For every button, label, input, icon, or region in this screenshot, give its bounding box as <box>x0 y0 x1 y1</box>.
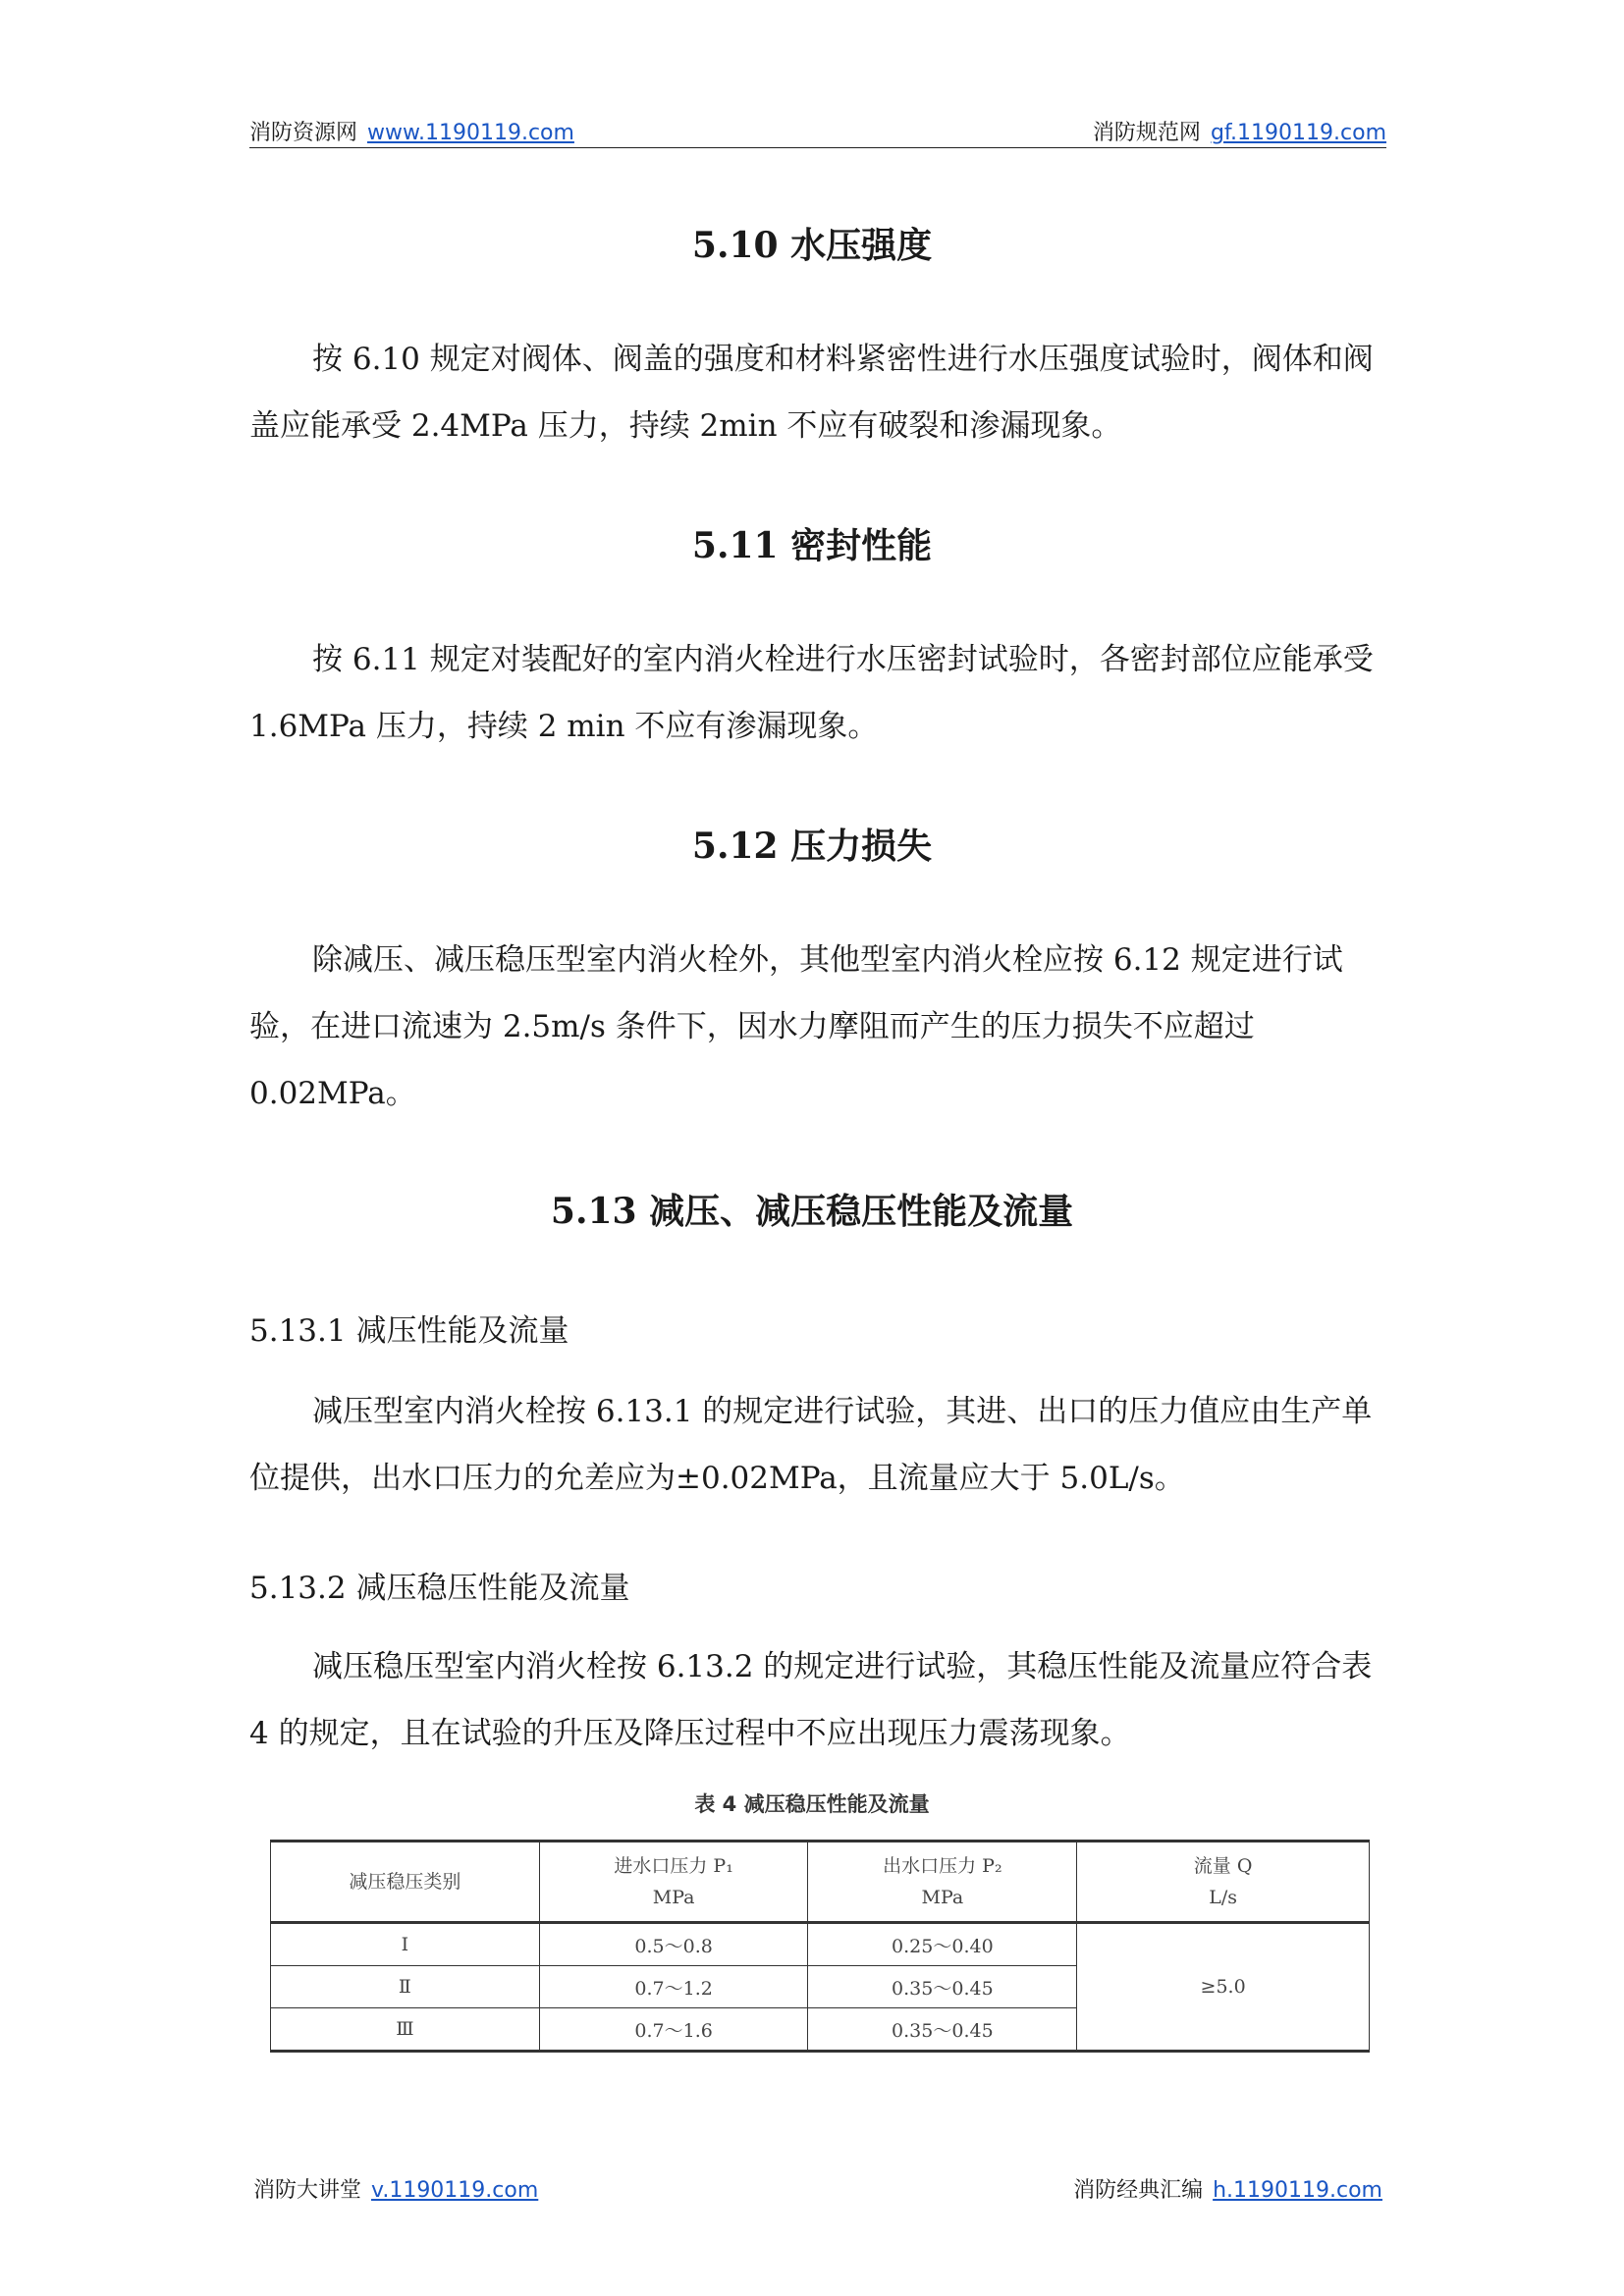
table-caption: 表 4 减压稳压性能及流量 <box>694 1792 930 1816</box>
section-text-5-11: 按 6.11 规定对装配好的室内消火栓进行水压密封试验时，各密封部位应能承受 1.6MPa 压力，持续 2 min 不应有渗漏现象。 <box>249 642 1374 744</box>
footer-right-text: 消防经典汇编 <box>1073 2178 1204 2203</box>
header-outlet-pressure: 出水口压力 P₂ MPa <box>808 1842 1077 1923</box>
cell-p1: 0.7～1.6 <box>539 2008 808 2052</box>
header-right-link[interactable]: gf.1190119.com <box>1210 121 1386 145</box>
header-left-text: 消防资源网 <box>249 121 358 145</box>
table-4 <box>270 1840 1370 2053</box>
cell-p1: 0.5～0.8 <box>539 1923 808 1966</box>
cell-category: Ⅰ <box>271 1923 540 1966</box>
subsection-title-5-13-1: 5.13.1 减压性能及流量 <box>249 1313 569 1349</box>
footer-right <box>1073 2173 1382 2204</box>
section-title-5-13: 5.13 减压、减压稳压性能及流量 <box>550 1191 1074 1232</box>
footer-left-link[interactable]: v.1190119.com <box>371 2178 539 2203</box>
cell-p2: 0.35～0.45 <box>808 1966 1077 2008</box>
header-left <box>249 116 574 146</box>
subsection-title-5-13-2: 5.13.2 减压稳压性能及流量 <box>249 1571 630 1606</box>
header-category: 减压稳压类别 <box>271 1842 540 1923</box>
section-text-5-10: 按 6.10 规定对阀体、阀盖的强度和材料紧密性进行水压强度试验时，阀体和阀盖应能承受 2.4MPa 压力，持续 2min 不应有破裂和渗漏现象。 <box>249 342 1374 444</box>
footer-left-text: 消防大讲堂 <box>253 2178 362 2203</box>
header-flow: 流量 Q L/s <box>1077 1842 1370 1923</box>
section-text-5-12: 除减压、减压稳压型室内消火栓外，其他型室内消火栓应按 6.12 规定进行试验，在进口流速为 2.5m/s 条件下，因水力摩阻而产生的压力损失不应超过 0.02MPa。 <box>249 942 1343 1111</box>
section-title-5-10: 5.10 水压强度 <box>691 225 933 266</box>
page-header <box>249 116 1386 148</box>
header-right <box>1093 116 1386 146</box>
footer-left <box>253 2173 538 2204</box>
cell-p2: 0.25～0.40 <box>808 1923 1077 1966</box>
cell-category: Ⅲ <box>271 2008 540 2052</box>
section-title-5-12: 5.12 压力损失 <box>691 826 933 867</box>
section-title-5-11: 5.11 密封性能 <box>691 525 933 566</box>
table-row <box>271 1923 1370 1966</box>
cell-flow: ≥5.0 <box>1077 1923 1370 2052</box>
subsection-text-5-13-2: 减压稳压型室内消火栓按 6.13.2 的规定进行试验，其稳压性能及流量应符合表 4 的规定，且在试验的升压及降压过程中不应出现压力震荡现象。 <box>249 1649 1373 1751</box>
cell-p2: 0.35～0.45 <box>808 2008 1077 2052</box>
footer-right-link[interactable]: h.1190119.com <box>1213 2178 1382 2203</box>
subsection-text-5-13-1: 减压型室内消火栓按 6.13.1 的规定进行试验，其进、出口的压力值应由生产单位提供，出水口压力的允差应为±0.02MPa，且流量应大于 5.0L/s。 <box>249 1394 1373 1496</box>
header-right-text: 消防规范网 <box>1092 121 1201 145</box>
table-header-row <box>271 1842 1370 1923</box>
cell-p1: 0.7～1.2 <box>539 1966 808 2008</box>
cell-category: Ⅱ <box>271 1966 540 2008</box>
header-inlet-pressure: 进水口压力 P₁ MPa <box>539 1842 808 1923</box>
header-left-link[interactable]: www.1190119.com <box>367 121 574 145</box>
